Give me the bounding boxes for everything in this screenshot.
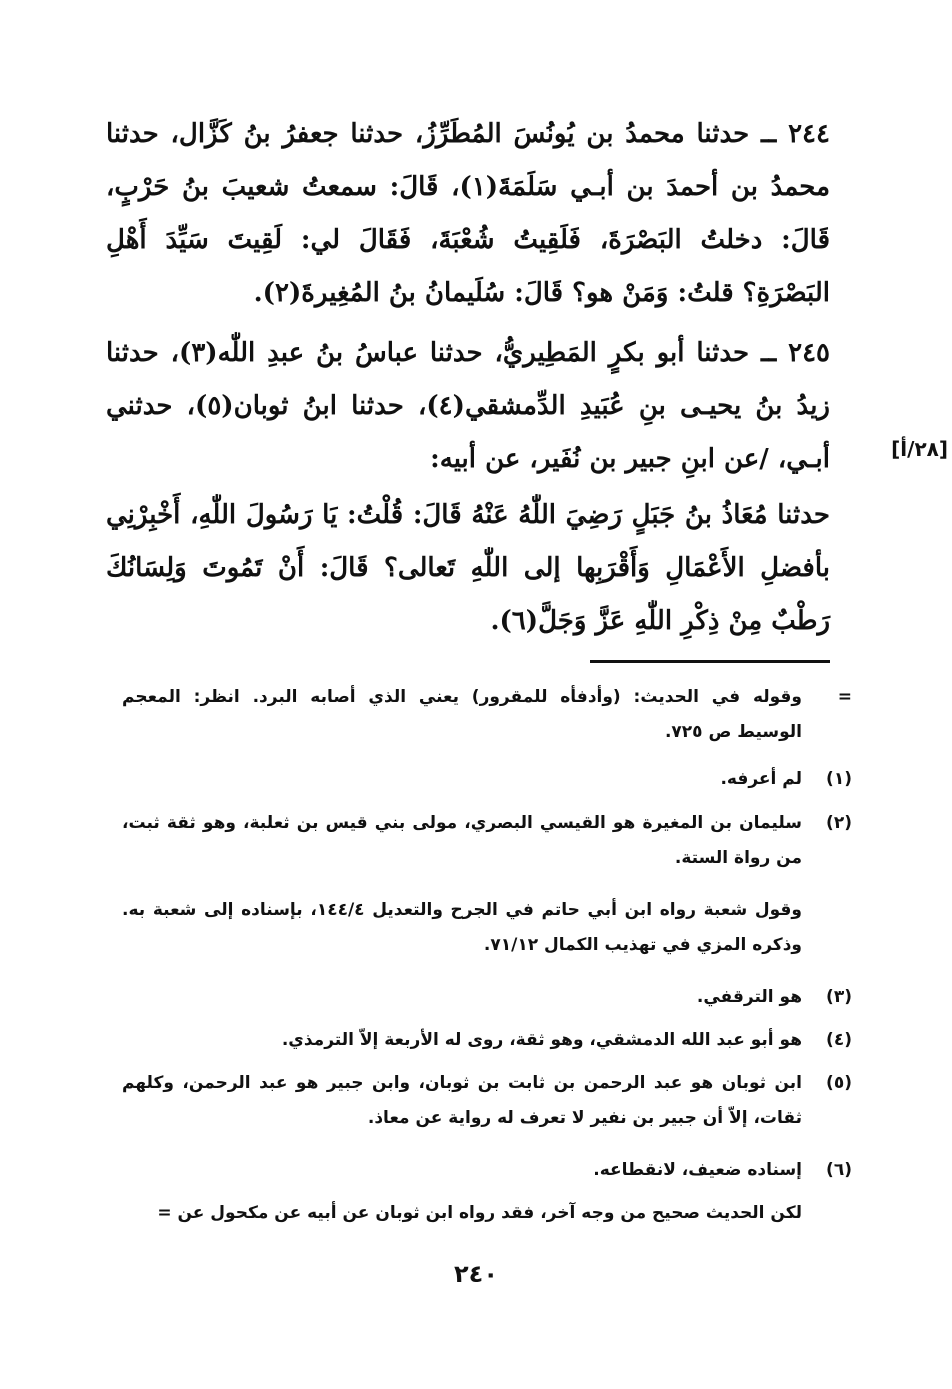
footnote-text: هو أبو عبد الله الدمشقي، وهو ثقة، روى له الأربعة إلاّ الترمذي. (281, 1030, 802, 1050)
manuscript-folio-marker: [٢٨/أ] (891, 437, 948, 461)
hadith-paragraph-244: ٢٤٤ ــ حدثنا محمدُ بن يُونُسَ المُطَرِّزُ، حدثنا جعفرُ بنُ كَزَّال، حدثنا محمدُ بن أحمدَ بن أبـي سَلَمَةَ(١)، قَالَ: سمعتُ شعيبَ بنُ حَرْبٍ، قَالَ: دخلتُ البَصْرَةَ، فَلَقِيتُ شُعْبَةَ، فَقَالَ لي: لَقِيتَ سَيِّدَ أَهْلِ البَصْرَةِ؟ قلتُ: وَمَنْ هو؟ قَالَ: سُلَيمانُ بنُ المُغِيرةَ(٢). (106, 119, 831, 308)
footnote-number: (٣) (826, 987, 852, 1007)
footnote-text: سليمان بن المغيرة هو القيسي البصري، مولى بني قيس بن ثعلبة، وهو ثقة ثبت، من رواة الستة. (122, 813, 802, 868)
footnote-number: (٥) (826, 1073, 852, 1093)
footnote-2-continued (122, 893, 802, 963)
footnote-text: وقول شعبة رواه ابن أبي حاتم في الجرح والتعديل ١٤٤/٤، بإسناده إلى شعبة به. وذكره المزي في تهذيب الكمال ٧١/١٢. (122, 900, 802, 955)
footnote-number: (٢) (826, 813, 852, 833)
footnote-6-continued (102, 1196, 802, 1231)
footnote-text: لم أعرفه. (720, 769, 802, 789)
footnote-continuation (122, 680, 852, 750)
footnote-number: (٤) (826, 1030, 852, 1050)
hadith-paragraph-245: ٢٤٥ ــ حدثنا أبو بكرٍ المَطِيريُّ، حدثنا عباسُ بنُ عبدِ اللّٰه(٣)، حدثنا زيدُ بنُ يحيـى بنِ عُبَيدِ الدِّمشقي(٤)، حدثنا ابنُ ثوبان(٥)، حدثني أبـي، /عن ابنِ جبير بن نُفَير، عن أبيه: (106, 338, 831, 474)
footnote-text: ابن ثوبان هو عبد الرحمن بن ثابت بن ثوبان، وابن جبير هو عبد الرحمن، وكلهم ثقات، إلاّ أن جبير بن نفير لا تعرف له رواية عن معاذ. (122, 1073, 802, 1128)
footnote-text: وقوله في الحديث: (وأدفأه للمقرور) يعني الذي أصابه البرد. انظر: المعجم الوسيط ص ٧٢٥. (122, 687, 802, 742)
footnote-3 (122, 980, 852, 1015)
footnote-2 (122, 806, 852, 876)
footnote-number: (١) (826, 769, 852, 789)
page-number: ٢٤٠ (454, 1260, 498, 1288)
footnote-separator (590, 660, 830, 663)
footnote-4 (122, 1023, 852, 1058)
footnote-text: إسناده ضعيف، لانقطاعه. (593, 1160, 802, 1180)
footnote-1 (122, 762, 852, 797)
footnote-5 (122, 1066, 852, 1136)
hadith-matn-paragraph: حدثنا مُعَاذُ بنُ جَبَلٍ رَضِيَ اللّٰهُ عَنْهُ قَالَ: قُلْتُ: يَا رَسُولَ اللّٰهِ، أَخْبِرْنِي بأفضلِ الأَعْمَالِ وَأَقْرَبِها إلى اللّٰهِ تَعالى؟ قَالَ: أَنْ تَمُوتَ وَلِسَانُكَ رَطْبٌ مِنْ ذِكْرِ اللّٰهِ عَزَّ وَجَلَّ(٦). (106, 500, 830, 636)
footnote-6 (122, 1153, 852, 1188)
footnote-text: هو الترقفي. (696, 987, 802, 1007)
footnote-number: (٦) (826, 1160, 852, 1180)
footnote-text: لكن الحديث صحيح من وجه آخر، فقد رواه ابن ثوبان عن أبيه عن مكحول عن = (157, 1203, 802, 1223)
footnote-number: = (837, 687, 852, 707)
